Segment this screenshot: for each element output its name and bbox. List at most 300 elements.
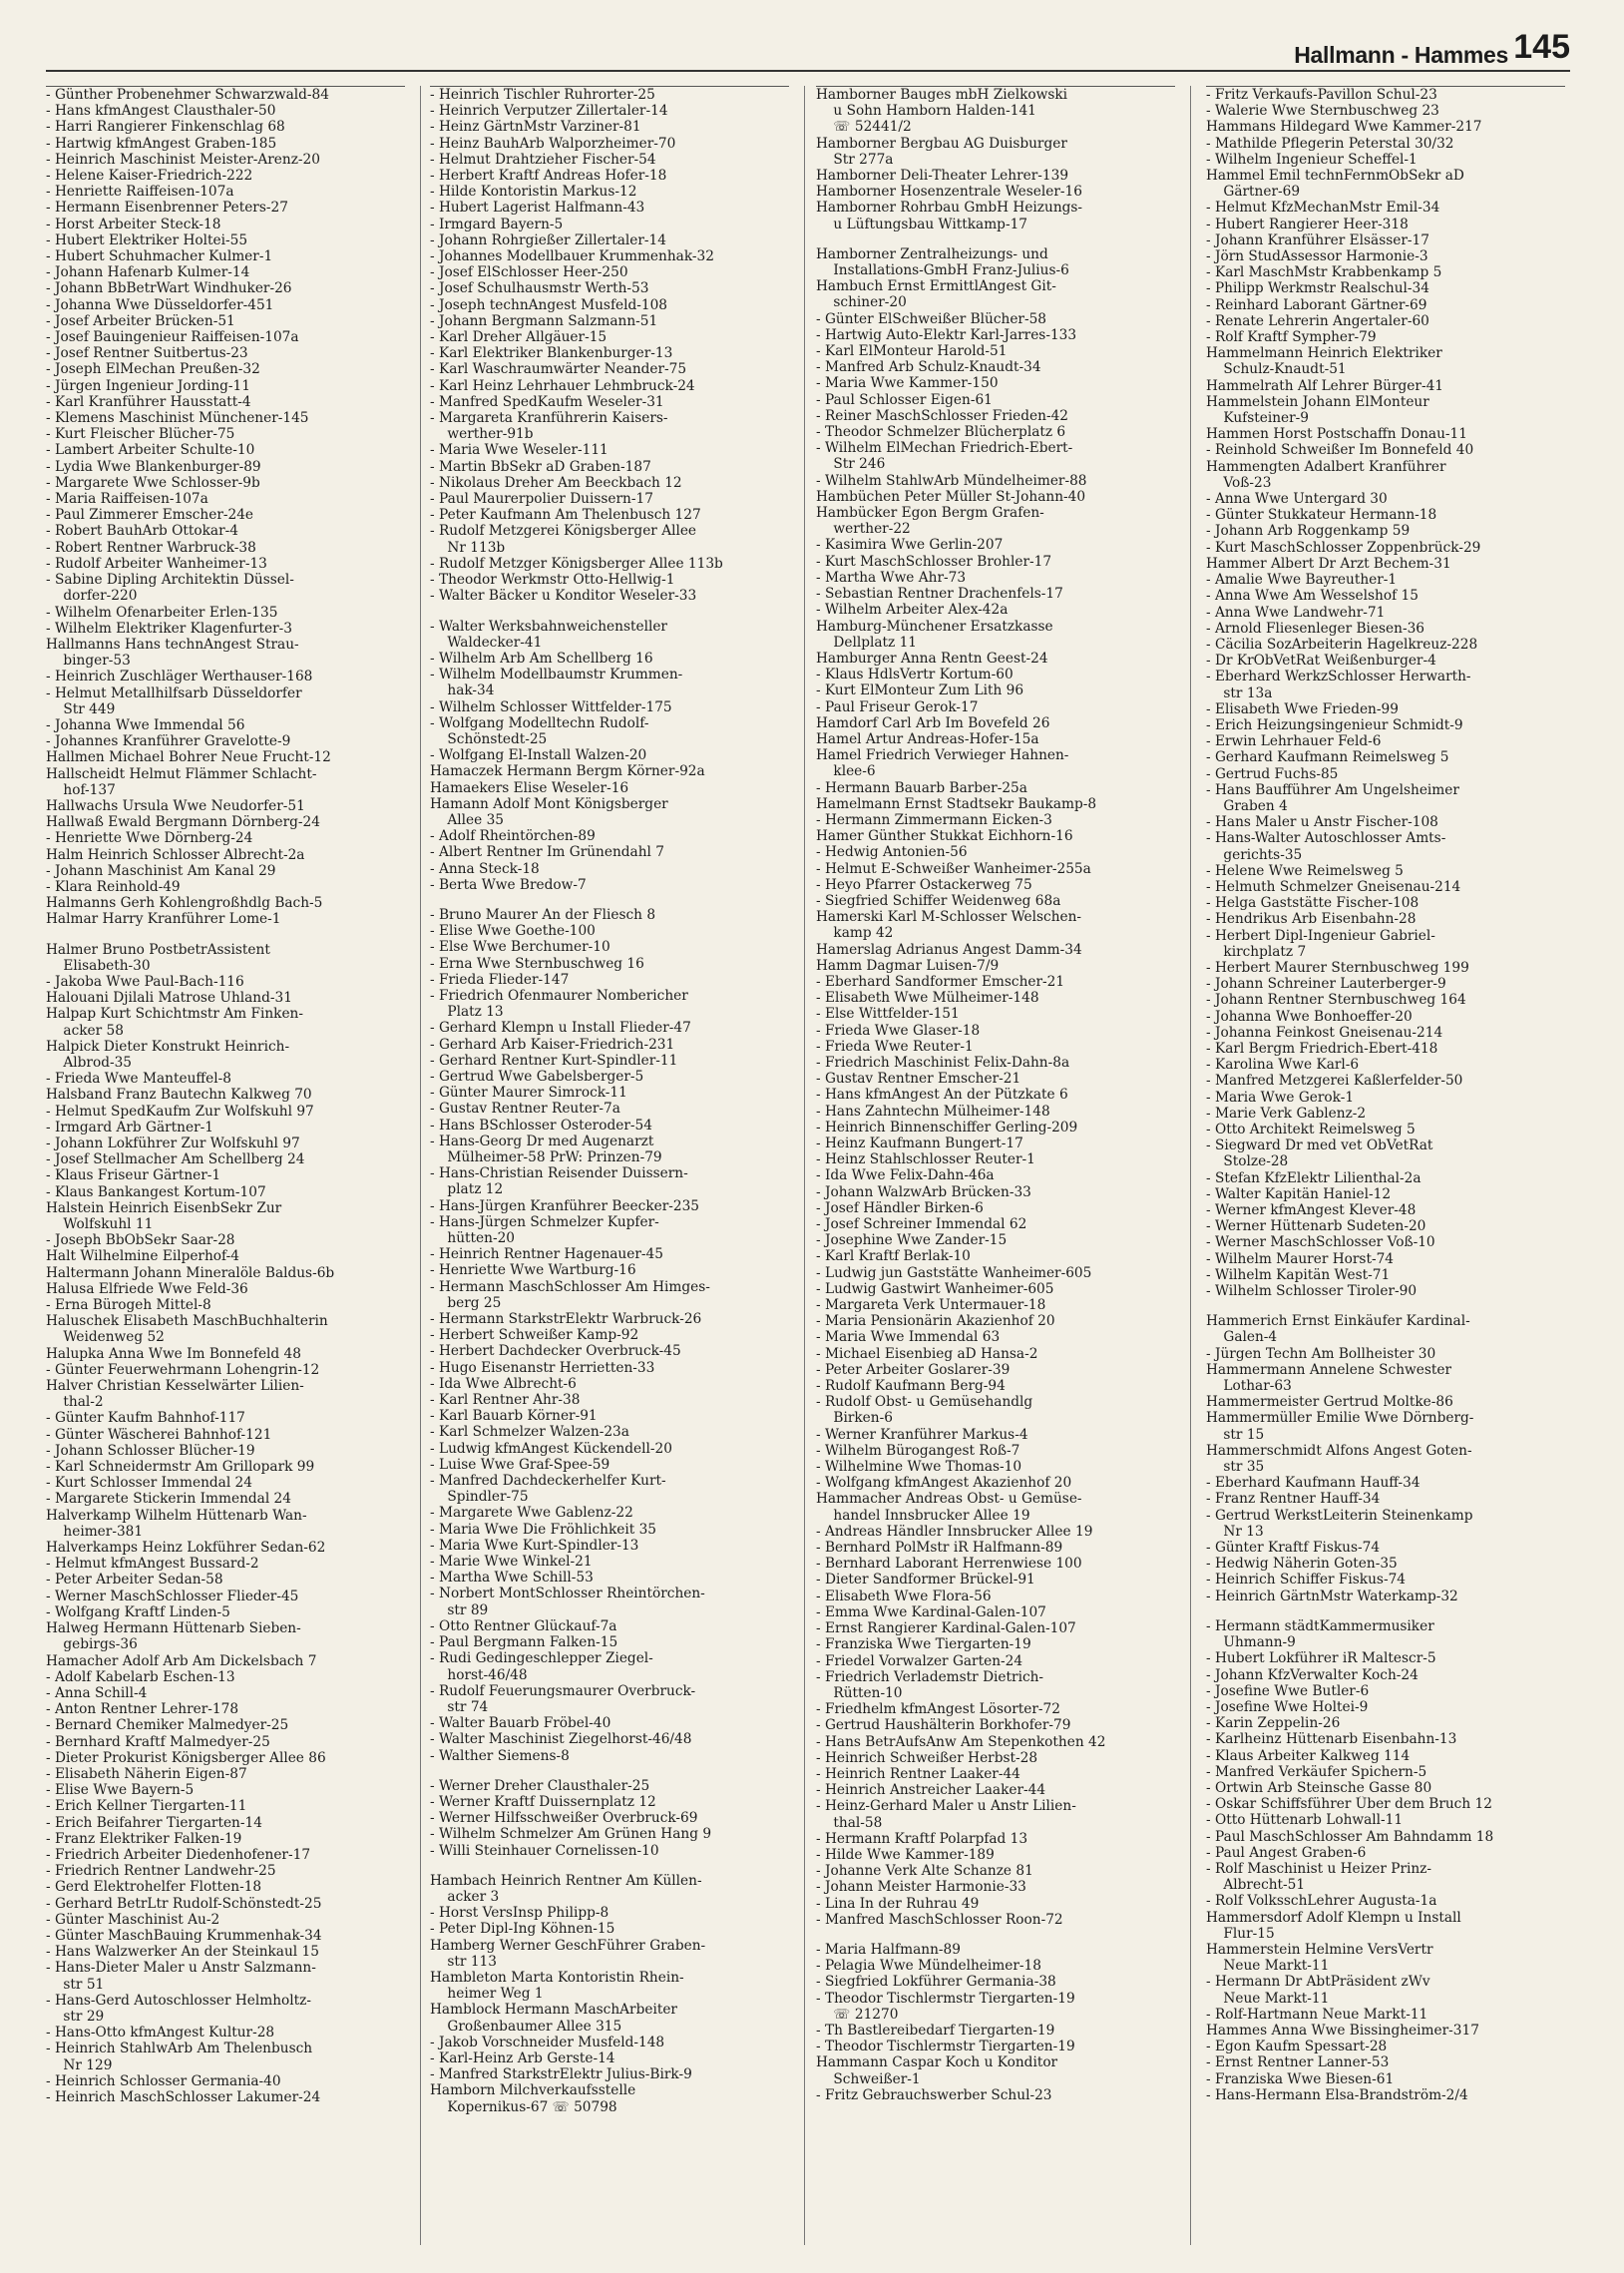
directory-entry: - Herbert Dachdecker Overbruck-45 xyxy=(430,1343,681,1360)
directory-entry: - Marie Wwe Winkel-21 xyxy=(430,1554,593,1571)
directory-entry: Hamborn Milchverkaufsstelle xyxy=(430,2082,636,2099)
directory-entry: heimer Weg 1 xyxy=(430,1986,544,2003)
directory-entry: Hamborner Bergbau AG Duisburger xyxy=(816,135,1067,152)
directory-entry: Hammelstein Johann ElMonteur xyxy=(1206,393,1429,410)
directory-entry: Hammann Caspar Koch u Konditor xyxy=(816,2054,1058,2071)
directory-entry: Halusa Elfriede Wwe Feld-36 xyxy=(46,1280,248,1297)
directory-entry: - Wilhelm Ofenarbeiter Erlen-135 xyxy=(46,604,278,621)
directory-entry: Hammer Albert Dr Arzt Bechem-31 xyxy=(1206,555,1451,572)
directory-entry: - Philipp Werkmstr Realschul-34 xyxy=(1206,280,1429,297)
directory-entry: Haltermann Johann Mineralöle Baldus-6b xyxy=(46,1264,335,1281)
directory-entry: - Reinhard Laborant Gärtner-69 xyxy=(1206,296,1427,313)
directory-entry: Schulz-Knaudt-51 xyxy=(1206,361,1347,378)
directory-entry: - Hartwig kfmAngest Graben-185 xyxy=(46,135,277,152)
directory-entry: kirchplatz 7 xyxy=(1206,943,1307,960)
directory-entry: - Hans BSchlosser Osteroder-54 xyxy=(430,1117,652,1134)
directory-entry: - Johann Hafenarb Kulmer-14 xyxy=(46,264,250,281)
directory-entry: - Elise Wwe Bayern-5 xyxy=(46,1782,195,1799)
directory-entry: thal-58 xyxy=(816,1814,883,1831)
directory-entry: - Hermann Zimmermann Eicken-3 xyxy=(816,811,1052,828)
directory-entry: Hambücker Egon Bergm Grafen- xyxy=(816,505,1044,522)
directory-entry: - Albert Rentner Im Grünendahl 7 xyxy=(430,844,664,861)
directory-entry: Halpap Kurt Schichtmstr Am Finken- xyxy=(46,1006,303,1023)
column-divider xyxy=(1190,86,1191,2245)
directory-entry: - Werner Kranführer Markus-4 xyxy=(816,1426,1028,1443)
directory-entry: - Karl Schneidermstr Am Grillopark 99 xyxy=(46,1459,315,1476)
directory-entry: - Elisabeth Näherin Eigen-87 xyxy=(46,1765,247,1782)
directory-entry: - Karl Bergm Friedrich-Ebert-418 xyxy=(1206,1040,1438,1057)
directory-entry: Hammelrath Alf Lehrer Bürger-41 xyxy=(1206,377,1443,394)
directory-entry: - Otto Rentner Glückauf-7a xyxy=(430,1617,617,1634)
directory-entry: Halouani Djilali Matrose Uhland-31 xyxy=(46,990,292,1007)
directory-entry: Halverkamp Wilhelm Hüttenarb Wan- xyxy=(46,1507,307,1524)
directory-entry: binger-53 xyxy=(46,653,131,670)
directory-entry: str 51 xyxy=(46,1976,105,1993)
directory-entry: - Hans-Walter Autoschlosser Amts- xyxy=(1206,830,1446,847)
directory-entry: - Hermann städtKammermusiker xyxy=(1206,1617,1434,1634)
directory-entry: - Ortwin Arb Steinsche Gasse 80 xyxy=(1206,1779,1432,1796)
directory-entry: - Erich Kellner Tiergarten-11 xyxy=(46,1798,247,1815)
directory-entry: - Josef Schreiner Immendal 62 xyxy=(816,1216,1027,1233)
directory-entry: Schönstedt-25 xyxy=(430,730,548,747)
directory-entry: - Paul MaschSchlosser Am Bahndamm 18 xyxy=(1206,1828,1494,1845)
directory-entry: - Elise Wwe Goethe-100 xyxy=(430,923,596,940)
directory-entry: acker 3 xyxy=(430,1888,500,1905)
directory-entry: gerichts-35 xyxy=(1206,846,1303,863)
directory-entry: - Horst VersInsp Philipp-8 xyxy=(430,1905,609,1922)
directory-entry: - Franziska Wwe Tiergarten-19 xyxy=(816,1636,1031,1653)
directory-entry: - Dieter Prokurist Königsberger Allee 86 xyxy=(46,1749,326,1766)
directory-entry: - Helmut E-Schweißer Wanheimer-255a xyxy=(816,860,1091,877)
directory-entry: - Peter Arbeiter Goslarer-39 xyxy=(816,1361,1011,1378)
directory-entry: - Margarete Wwe Gablenz-22 xyxy=(430,1505,633,1522)
directory-entry: - Bruno Maurer An der Fliesch 8 xyxy=(430,906,656,923)
directory-entry: - Josef Händler Birken-6 xyxy=(816,1199,984,1216)
directory-entry: Rütten-10 xyxy=(816,1684,903,1701)
directory-entry: - Maria Wwe Die Fröhlichkeit 35 xyxy=(430,1521,656,1538)
directory-entry: - Maria Raiffeisen-107a xyxy=(46,491,208,508)
entry-spacer xyxy=(430,1859,789,1873)
directory-entry: - Rudolf Feuerungsmaurer Overbruck- xyxy=(430,1682,696,1699)
directory-entry: - Erna Wwe Sternbuschweg 16 xyxy=(430,955,644,972)
directory-entry: - Josef Bauingenieur Raiffeisen-107a xyxy=(46,329,299,346)
directory-entry: str 29 xyxy=(46,2008,105,2025)
directory-entry: - Bernhard Laborant Herrenwiese 100 xyxy=(816,1556,1082,1573)
directory-entry: Hammersdorf Adolf Klempn u Install xyxy=(1206,1909,1461,1926)
directory-entry: - Hans Baufführer Am Ungelsheimer xyxy=(1206,781,1459,798)
directory-entry: - Günter Kaufm Bahnhof-117 xyxy=(46,1410,245,1427)
directory-entry: - Hedwig Antonien-56 xyxy=(816,844,968,861)
directory-entry: - Johanna Wwe Düsseldorfer-451 xyxy=(46,296,274,313)
directory-entry: - Heinrich GärtnMstr Waterkamp-32 xyxy=(1206,1588,1458,1604)
directory-entry: - Johann Arb Roggenkamp 59 xyxy=(1206,523,1411,540)
directory-entry: - Harri Rangierer Finkenschlag 68 xyxy=(46,119,285,136)
directory-entry: handel Innsbrucker Allee 19 xyxy=(816,1507,1030,1524)
directory-entry: - Gustav Rentner Reuter-7a xyxy=(430,1101,620,1118)
directory-entry: - Paul Bergmann Falken-15 xyxy=(430,1634,618,1651)
directory-entry: gebirgs-36 xyxy=(46,1636,138,1653)
directory-entry: - Gertrud Haushälterin Borkhofer-79 xyxy=(816,1717,1071,1734)
directory-entry: - Günter Stukkateur Hermann-18 xyxy=(1206,507,1437,524)
directory-entry: - Klaus Friseur Gärtner-1 xyxy=(46,1167,221,1184)
directory-entry: - Bernard Chemiker Malmedyer-25 xyxy=(46,1717,289,1734)
directory-entry: - Theodor Tischlermstr Tiergarten-19 xyxy=(816,1990,1075,2007)
directory-entry: Hammes Anna Wwe Bissingheimer-317 xyxy=(1206,2022,1479,2039)
directory-entry: - Heinz BauhArb Walporzheimer-70 xyxy=(430,135,676,152)
directory-entry: Hallmen Michael Bohrer Neue Frucht-12 xyxy=(46,749,331,766)
directory-entry: - Karl Bauarb Körner-91 xyxy=(430,1408,598,1425)
directory-entry: Weidenweg 52 xyxy=(46,1329,165,1346)
directory-entry: Str 277a xyxy=(816,151,894,168)
directory-entry: - Johann WalzwArb Brücken-33 xyxy=(816,1183,1031,1200)
directory-entry: Halupka Anna Wwe Im Bonnefeld 48 xyxy=(46,1345,301,1362)
directory-entry: - Heinrich Maschinist Meister-Arenz-20 xyxy=(46,151,320,168)
directory-entry: Hamerski Karl M-Schlosser Welschen- xyxy=(816,909,1082,926)
directory-entry: - Karl Rentner Ahr-38 xyxy=(430,1392,581,1409)
directory-entry: - Hermann StarkstrElektr Warbruck-26 xyxy=(430,1311,702,1328)
directory-entry: - Hilde Kontoristin Markus-12 xyxy=(430,184,637,201)
directory-entry: - Wilhelm ElMechan Friedrich-Ebert- xyxy=(816,440,1073,457)
directory-entry: u Sohn Hamborn Halden-141 xyxy=(816,103,1036,120)
directory-entry: berg 25 xyxy=(430,1294,502,1311)
directory-entry: - Rudolf Metzger Königsberger Allee 113b xyxy=(430,555,723,572)
directory-entry: Hamer Günther Stukkat Eichhorn-16 xyxy=(816,828,1073,845)
directory-entry: - Sebastian Rentner Drachenfels-17 xyxy=(816,586,1063,603)
directory-entry: - Egon Kaufm Spessart-28 xyxy=(1206,2039,1388,2055)
directory-entry: - Karl Kranführer Hausstatt-4 xyxy=(46,393,251,410)
directory-entry: - Karl Kraftf Berlak-10 xyxy=(816,1248,971,1265)
directory-entry: - Margareta Verk Untermauer-18 xyxy=(816,1297,1046,1314)
directory-entry: Halverkamps Heinz Lokführer Sedan-62 xyxy=(46,1540,326,1557)
directory-entry: Hamburger Anna Rentn Geest-24 xyxy=(816,650,1048,667)
directory-entry: - Heinz Stahlschlosser Reuter-1 xyxy=(816,1151,1035,1168)
column-divider xyxy=(420,86,421,2245)
directory-entry: - Ida Wwe Albrecht-6 xyxy=(430,1375,577,1392)
directory-entry: - Günter ElSchweißer Blücher-58 xyxy=(816,310,1047,327)
directory-entry: - Henriette Wwe Wartburg-16 xyxy=(430,1262,636,1279)
directory-entry: - Walter Kapitän Haniel-12 xyxy=(1206,1185,1392,1202)
directory-entry: - Wilhelm Schmelzer Am Grünen Hang 9 xyxy=(430,1826,712,1843)
directory-entry: - Willi Steinhauer Cornelissen-10 xyxy=(430,1842,659,1859)
directory-entry: - Heinrich Verputzer Zillertaler-14 xyxy=(430,103,668,120)
directory-entry: - Heinrich Anstreicher Laaker-44 xyxy=(816,1782,1046,1799)
directory-entry: - Horst Arbeiter Steck-18 xyxy=(46,216,221,232)
directory-entry: - Erwin Lehrhauer Feld-6 xyxy=(1206,733,1382,750)
directory-entry: - Joseph technAngest Musfeld-108 xyxy=(430,296,668,313)
directory-entry: - Adolf Kabelarb Eschen-13 xyxy=(46,1668,235,1685)
directory-entry: - Anna Wwe Landwehr-71 xyxy=(1206,604,1386,621)
directory-entry: - Gustav Rentner Emscher-21 xyxy=(816,1071,1021,1088)
directory-entry: Hallwachs Ursula Wwe Neudorfer-51 xyxy=(46,797,305,814)
directory-entry: - Margareta Kranführerin Kaisers- xyxy=(430,410,668,427)
directory-entry: - Werner MaschSchlosser Flieder-45 xyxy=(46,1588,299,1604)
directory-entry: Voß-23 xyxy=(1206,474,1272,491)
directory-entry: - Amalie Wwe Bayreuther-1 xyxy=(1206,572,1398,589)
directory-entry: - Friedel Vorwalzer Garten-24 xyxy=(816,1652,1023,1669)
directory-entry: - Jakoba Wwe Paul-Bach-116 xyxy=(46,973,244,990)
directory-entry: - Kurt Schlosser Immendal 24 xyxy=(46,1475,252,1492)
directory-entry: - Maria Wwe Kurt-Spindler-13 xyxy=(430,1537,639,1554)
directory-entry: - Hans BetrAufsAnw Am Stepenkothen 42 xyxy=(816,1733,1106,1750)
directory-entry: - Ludwig Gastwirt Wanheimer-605 xyxy=(816,1280,1054,1297)
directory-entry: - Helmuth Schmelzer Gneisenau-214 xyxy=(1206,878,1461,895)
directory-entry: - Wolfgang kfmAngest Akazienhof 20 xyxy=(816,1475,1072,1492)
directory-entry: - Hans-Hermann Elsa-Brandström-2/4 xyxy=(1206,2086,1468,2103)
directory-entry: - Johann KfzVerwalter Koch-24 xyxy=(1206,1666,1419,1683)
directory-entry: - Wilhelm Bürogangest Roß-7 xyxy=(816,1442,1020,1459)
directory-entry: - Erich Heizungsingenieur Schmidt-9 xyxy=(1206,716,1463,733)
directory-entry: - Helene Wwe Reimelsweg 5 xyxy=(1206,862,1404,879)
directory-entry: acker 58 xyxy=(46,1022,124,1039)
directory-entry: - Kurt ElMonteur Zum Lith 96 xyxy=(816,682,1024,699)
directory-entry: Birken-6 xyxy=(816,1410,893,1427)
column-divider xyxy=(804,86,805,2245)
directory-entry: - Erich Beifahrer Tiergarten-14 xyxy=(46,1814,262,1831)
directory-entry: Neue Markt-11 xyxy=(1206,1990,1330,2007)
directory-entry: - Sabine Dipling Architektin Düssel- xyxy=(46,572,294,589)
directory-entry: - Hubert Rangierer Heer-318 xyxy=(1206,216,1409,232)
directory-entry: - Josef Arbeiter Brücken-51 xyxy=(46,312,235,329)
directory-entry: - Kurt Fleischer Blücher-75 xyxy=(46,426,235,443)
directory-entry: Halt Wilhelmine Eilperhof-4 xyxy=(46,1248,239,1265)
directory-entry: - Helmut kfmAngest Bussard-2 xyxy=(46,1556,259,1573)
directory-entry: Hambüchen Peter Müller St-Johann-40 xyxy=(816,488,1086,505)
directory-column-4 xyxy=(1206,86,1565,2245)
directory-entry: - Hubert Elektriker Holtei-55 xyxy=(46,231,248,248)
directory-entry: - Heinrich Tischler Ruhrorter-25 xyxy=(430,87,655,103)
directory-entry: - Werner Kraftf Duissernplatz 12 xyxy=(430,1793,656,1810)
directory-entry: - Heyo Pfarrer Ostackerweg 75 xyxy=(816,876,1032,893)
directory-entry: Halmanns Gerh Kohlengroßhdlg Bach-5 xyxy=(46,895,323,912)
directory-entry: - Walter Bauarb Fröbel-40 xyxy=(430,1715,611,1732)
directory-entry: - Hans-Jürgen Schmelzer Kupfer- xyxy=(430,1213,659,1230)
directory-entry: Hamborner Deli-Theater Lehrer-139 xyxy=(816,168,1069,185)
directory-entry: - Gerhard BetrLtr Rudolf-Schönstedt-25 xyxy=(46,1895,322,1912)
directory-entry: - Karl Schmelzer Walzen-23a xyxy=(430,1424,629,1441)
directory-entry: Halm Heinrich Schlosser Albrecht-2a xyxy=(46,846,305,863)
directory-entry: - Elisabeth Wwe Mülheimer-148 xyxy=(816,990,1039,1007)
directory-entry: - Friedhelm kfmAngest Lösorter-72 xyxy=(816,1701,1060,1718)
directory-entry: - Walter Maschinist Ziegelhorst-46/48 xyxy=(430,1731,692,1748)
directory-entry: hütten-20 xyxy=(430,1230,515,1247)
directory-entry: - Th Bastlereibedarf Tiergarten-19 xyxy=(816,2022,1055,2039)
directory-entry: - Wilhelmine Wwe Thomas-10 xyxy=(816,1459,1022,1476)
directory-entry: - Heinrich Schweißer Herbst-28 xyxy=(816,1749,1038,1766)
directory-entry: - Josef Schulhausmstr Werth-53 xyxy=(430,280,649,297)
directory-entry: str 113 xyxy=(430,1953,497,1970)
directory-entry: - Werner Hilfsschweißer Overbruck-69 xyxy=(430,1810,698,1827)
directory-entry: - Frieda Wwe Glaser-18 xyxy=(816,1022,981,1039)
directory-entry: - Norbert MontSchlosser Rheintörchen- xyxy=(430,1586,705,1602)
directory-entry: - Günther Probenehmer Schwarzwald-84 xyxy=(46,87,329,103)
directory-entry: - Wilhelm Elektriker Klagenfurter-3 xyxy=(46,620,292,637)
directory-entry: - Heinz GärtnMstr Varziner-81 xyxy=(430,119,641,136)
directory-entry: - Walter Werksbahnweichensteller xyxy=(430,618,667,635)
directory-entry: - Reinhold Schweißer Im Bonnefeld 40 xyxy=(1206,442,1474,459)
directory-entry: Hamaekers Elise Weseler-16 xyxy=(430,779,629,796)
directory-entry: Hammerschmidt Alfons Angest Goten- xyxy=(1206,1442,1472,1459)
directory-entry: - Rolf Maschinist u Heizer Prinz- xyxy=(1206,1860,1432,1877)
directory-entry: - Kasimira Wwe Gerlin-207 xyxy=(816,537,1004,554)
directory-entry: Hamacher Adolf Arb Am Dickelsbach 7 xyxy=(46,1652,317,1669)
directory-entry: - Josefine Wwe Butler-6 xyxy=(1206,1682,1370,1699)
directory-entry: - Renate Lehrerin Angertaler-60 xyxy=(1206,312,1429,329)
directory-entry: Str 246 xyxy=(816,456,886,473)
directory-entry: Neue Markt-11 xyxy=(1206,1958,1330,1975)
directory-entry: - Gerd Elektrohelfer Flotten-18 xyxy=(46,1879,262,1896)
directory-entry: u Lüftungsbau Wittkamp-17 xyxy=(816,216,1027,232)
directory-entry: Dellplatz 11 xyxy=(816,634,918,651)
directory-entry: - Nikolaus Dreher Am Beeckbach 12 xyxy=(430,474,682,491)
directory-entry: - Reiner MaschSchlosser Frieden-42 xyxy=(816,407,1069,424)
page-header xyxy=(46,28,1570,68)
directory-entry: Hammerich Ernst Einkäufer Kardinal- xyxy=(1206,1313,1470,1330)
directory-entry: - Elisabeth Wwe Frieden-99 xyxy=(1206,700,1399,717)
directory-entry: - Hans-Otto kfmAngest Kultur-28 xyxy=(46,2025,275,2042)
directory-entry: - Ludwig jun Gaststätte Wanheimer-605 xyxy=(816,1264,1092,1281)
directory-entry: hak-34 xyxy=(430,682,495,699)
directory-entry: werther-22 xyxy=(816,521,911,538)
directory-entry: - Margarete Wwe Schlosser-9b xyxy=(46,474,260,491)
directory-entry: - Mathilde Pflegerin Peterstal 30/32 xyxy=(1206,135,1454,152)
directory-entry: - Wilhelm Ingenieur Scheffel-1 xyxy=(1206,151,1418,168)
directory-entry: - Adolf Rheintörchen-89 xyxy=(430,828,596,845)
directory-entry: - Eberhard WerkzSchlosser Herwarth- xyxy=(1206,669,1471,685)
directory-entry: - Ida Wwe Felix-Dahn-46a xyxy=(816,1167,995,1184)
directory-entry: - Friedrich Maschinist Felix-Dahn-8a xyxy=(816,1054,1070,1071)
directory-entry: - Dieter Sandformer Brückel-91 xyxy=(816,1572,1035,1589)
directory-entry: - Karl Heinz Lehrhauer Lehmbruck-24 xyxy=(430,377,695,394)
directory-entry: - Franziska Wwe Biesen-61 xyxy=(1206,2070,1395,2087)
directory-entry: - Karin Zeppelin-26 xyxy=(1206,1715,1341,1732)
directory-entry: - Günter MaschBauing Krummenhak-34 xyxy=(46,1927,322,1944)
directory-entry: - Else Wittfelder-151 xyxy=(816,1006,960,1023)
directory-entry: - Gertrud Fuchs-85 xyxy=(1206,765,1339,782)
directory-entry: - Hans Walzwerker An der Steinkaul 15 xyxy=(46,1944,319,1961)
directory-entry: - Herbert Schweißer Kamp-92 xyxy=(430,1327,639,1344)
directory-entry: Halpick Dieter Konstrukt Heinrich- xyxy=(46,1038,290,1055)
directory-column-3 xyxy=(816,86,1175,2245)
directory-entry: - Fritz Verkaufs-Pavillon Schul-23 xyxy=(1206,87,1437,103)
directory-entry: Halver Christian Kesselwärter Lilien- xyxy=(46,1378,304,1395)
directory-entry: - Theodor Werkmstr Otto-Hellwig-1 xyxy=(430,572,675,589)
directory-entry: - Heinrich StahlwArb Am Thelenbusch xyxy=(46,2041,313,2057)
directory-entry: - Karolina Wwe Karl-6 xyxy=(1206,1057,1360,1074)
directory-entry: Uhmann-9 xyxy=(1206,1634,1296,1651)
directory-entry: - Hermann Bauarb Barber-25a xyxy=(816,779,1027,796)
directory-entry: Hamblock Hermann MaschArbeiter xyxy=(430,2002,677,2019)
directory-entry: - Heinrich MaschSchlosser Lakumer-24 xyxy=(46,2088,321,2105)
directory-entry: - Hugo Eisenanstr Herrietten-33 xyxy=(430,1359,655,1376)
directory-entry: - Heinrich Schiffer Fiskus-74 xyxy=(1206,1572,1406,1589)
directory-entry: - Johann Rentner Sternbuschweg 164 xyxy=(1206,992,1466,1009)
directory-entry: - Hilde Wwe Kammer-189 xyxy=(816,1846,995,1863)
directory-entry: - Maria Wwe Immendal 63 xyxy=(816,1329,1001,1346)
directory-entry: - Manfred StarkstrElektr Julius-Birk-9 xyxy=(430,2066,692,2083)
directory-entry: - Johann Bergmann Salzmann-51 xyxy=(430,312,658,329)
directory-entry: - Herbert Dipl-Ingenieur Gabriel- xyxy=(1206,927,1435,944)
directory-entry: - Wolfgang Modelltechn Rudolf- xyxy=(430,714,649,731)
header-rule xyxy=(46,70,1570,72)
directory-entry: - Theodor Tischlermstr Tiergarten-19 xyxy=(816,2039,1075,2055)
directory-entry: - Johann BbBetrWart Windhuker-26 xyxy=(46,280,292,297)
directory-entry: str 89 xyxy=(430,1601,489,1618)
directory-entry: Hammermann Annelene Schwester xyxy=(1206,1361,1452,1378)
directory-entry: - Michael Eisenbieg aD Hansa-2 xyxy=(816,1345,1038,1362)
directory-entry: - Johanna Wwe Immendal 56 xyxy=(46,716,245,733)
directory-entry: Hamborner Hosenzentrale Weseler-16 xyxy=(816,184,1082,201)
directory-entry: - Lina In der Ruhrau 49 xyxy=(816,1895,980,1912)
directory-entry: - Berta Wwe Bredow-7 xyxy=(430,876,587,893)
directory-entry: - Wolfgang Kraftf Linden-5 xyxy=(46,1603,230,1620)
directory-entry: - Maria Wwe Gerok-1 xyxy=(1206,1089,1355,1106)
directory-entry: - Frieda Wwe Reuter-1 xyxy=(816,1038,974,1055)
directory-entry: dorfer-220 xyxy=(46,588,138,605)
directory-entry: - Werner Hüttenarb Sudeten-20 xyxy=(1206,1218,1426,1235)
directory-entry: Gärtner-69 xyxy=(1206,184,1301,201)
directory-entry: - Paul Schlosser Eigen-61 xyxy=(816,391,993,408)
directory-entry: Halmer Bruno PostbetrAssistent xyxy=(46,941,270,958)
directory-entry: - Wilhelm Kapitän West-71 xyxy=(1206,1266,1391,1283)
directory-entry: - Margarete Stickerin Immendal 24 xyxy=(46,1491,291,1508)
directory-entry: str 35 xyxy=(1206,1459,1265,1476)
directory-entry: - Otto Hüttenarb Lohwall-11 xyxy=(1206,1812,1404,1829)
directory-entry: thal-2 xyxy=(46,1394,104,1411)
directory-entry: - Johann Schreiner Lauterberger-9 xyxy=(1206,976,1446,993)
directory-entry: - Karl MaschMstr Krabbenkamp 5 xyxy=(1206,264,1442,281)
directory-entry: Haluschek Elisabeth MaschBuchhalterin xyxy=(46,1313,328,1330)
directory-entry: - Helga Gaststätte Fischer-108 xyxy=(1206,895,1420,912)
directory-entry: - Klaus Arbeiter Kalkweg 114 xyxy=(1206,1747,1411,1764)
directory-entry: - Manfred SpedKaufm Weseler-31 xyxy=(430,393,664,410)
directory-entry: - Klaus HdlsVertr Kortum-60 xyxy=(816,667,1014,683)
entry-spacer xyxy=(816,232,1175,246)
directory-entry: - Heinz Kaufmann Bungert-17 xyxy=(816,1136,1023,1151)
directory-entry: - Jürgen Techn Am Bollheister 30 xyxy=(1206,1345,1436,1362)
directory-entry: Halsband Franz Bautechn Kalkweg 70 xyxy=(46,1087,312,1104)
directory-entry: - Hermann Eisenbrenner Peters-27 xyxy=(46,200,288,217)
directory-entry: Hallscheidt Helmut Flämmer Schlacht- xyxy=(46,765,317,782)
directory-entry: Kufsteiner-9 xyxy=(1206,410,1310,427)
directory-entry: - Friedrich Rentner Landwehr-25 xyxy=(46,1863,276,1880)
directory-entry: Hammacher Andreas Obst- u Gemüse- xyxy=(816,1491,1082,1508)
directory-entry: Elisabeth-30 xyxy=(46,957,151,974)
directory-entry: - Peter Dipl-Ing Köhnen-15 xyxy=(430,1921,615,1938)
directory-entry: - Heinrich Zuschläger Werthauser-168 xyxy=(46,669,313,685)
directory-entry: - Helmut KfzMechanMstr Emil-34 xyxy=(1206,200,1440,217)
directory-entry: Hamel Friedrich Verwieger Hahnen- xyxy=(816,747,1069,764)
directory-entry: Mülheimer-58 PrW: Prinzen-79 xyxy=(430,1149,662,1165)
directory-entry: - Hans-Christian Reisender Duissern- xyxy=(430,1165,688,1182)
directory-entry: heimer-381 xyxy=(46,1523,144,1540)
directory-entry: - Wilhelm Schlosser Tiroler-90 xyxy=(1206,1283,1418,1300)
directory-entry: - Rudolf Metzgerei Königsberger Allee xyxy=(430,523,697,540)
directory-entry: - Gerhard Kaufmann Reimelsweg 5 xyxy=(1206,749,1449,766)
directory-entry: Schweißer-1 xyxy=(816,2070,921,2087)
directory-entry: Halmar Harry Kranführer Lome-1 xyxy=(46,911,281,928)
directory-entry: Galen-4 xyxy=(1206,1329,1278,1346)
directory-entry: Wolfskuhl 11 xyxy=(46,1216,154,1233)
directory-entry: Halstein Heinrich EisenbSekr Zur xyxy=(46,1199,282,1216)
directory-entry: - Rudolf Obst- u Gemüsehandlg xyxy=(816,1394,1033,1411)
directory-entry: str 74 xyxy=(430,1698,489,1715)
directory-entry: - Herbert Maurer Sternbuschweg 199 xyxy=(1206,959,1469,976)
directory-entry: Allee 35 xyxy=(430,811,505,828)
directory-entry: Hammans Hildegard Wwe Kammer-217 xyxy=(1206,119,1482,136)
directory-entry: - Oskar Schiffsführer Über dem Bruch 12 xyxy=(1206,1796,1492,1813)
directory-entry: - Siegfried Schiffer Weidenweg 68a xyxy=(816,892,1061,909)
directory-entry: Kopernikus-67 ☏ 50798 xyxy=(430,2098,617,2115)
